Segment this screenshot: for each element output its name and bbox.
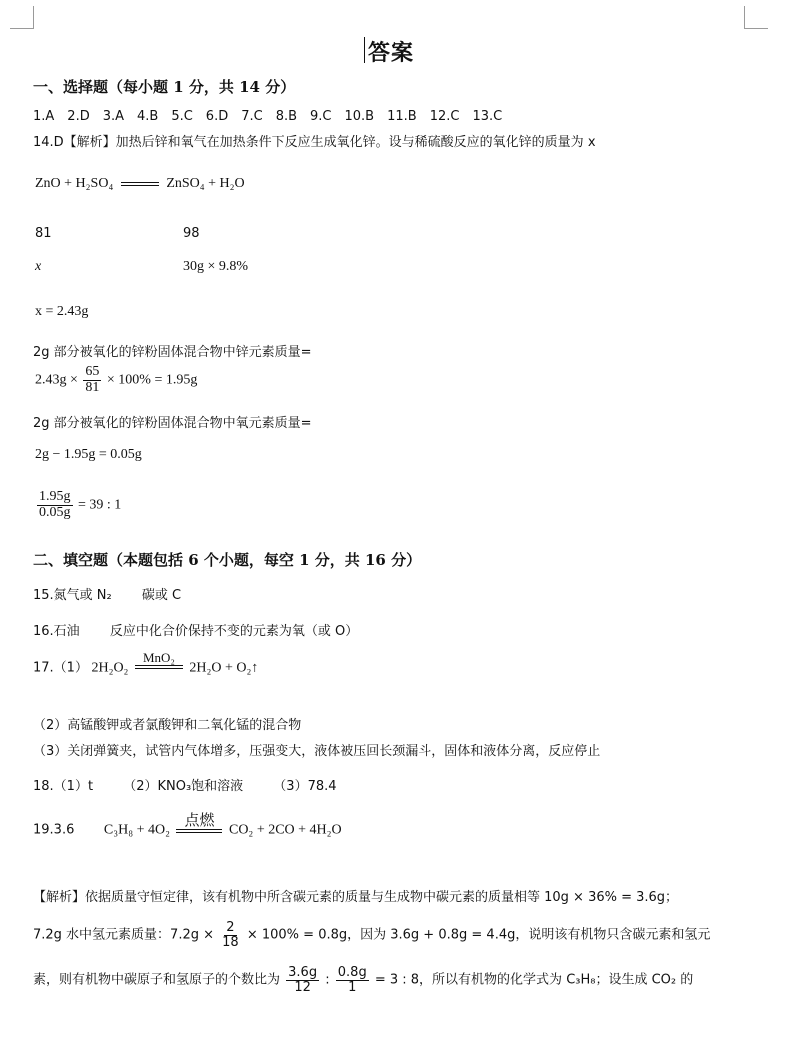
q17-catalyst: MnO₂	[142, 650, 175, 665]
h2-frac-num: 0.8g	[337, 965, 367, 980]
h-frac-den: 18	[222, 934, 239, 950]
section1-heading: 一、选择题（每小题 1 分，共 14 分）	[33, 78, 296, 96]
mass-ratio	[35, 490, 121, 520]
section2-heading: 二、填空题（本题包括 6 个小题，每空 1 分，共 16 分）	[33, 551, 422, 569]
q16-b: 反应中化合价保持不变的元素为氧（或 O）	[109, 624, 359, 639]
q17-label: 17.（1）	[33, 660, 88, 676]
analysis-line2	[33, 921, 710, 949]
q19-condition	[176, 812, 222, 849]
q19-label: 19.3.6	[33, 822, 75, 838]
q14-intro: 14.D【解析】加热后锌和氧气在加热条件下反应生成氧化锌。设与稀硫酸反应的氧化锌的质量为 x	[33, 135, 596, 150]
analysis2-post: × 100% = 0.8g，因为 3.6g + 0.8g = 4.4g，说明该有机物只含碳元素和氢元	[246, 927, 711, 943]
eq-left: ZnO + H₂SO₄	[35, 176, 114, 191]
analysis2-pre: 7.2g 水中氢元素质量：7.2g ×	[33, 927, 215, 943]
q17-right: 2H₂O + O₂↑	[189, 660, 259, 676]
q17-part2: （2）高锰酸钾或者氯酸钾和二氧化锰的混合物	[33, 718, 302, 733]
q15-a: 15.氮气或 N₂	[33, 588, 112, 603]
result-x: x = 2.43g	[35, 304, 89, 319]
h-frac-num: 2	[226, 920, 235, 935]
q19-right: CO₂ + 2CO + 4H₂O	[228, 822, 342, 838]
h-ratio-fraction	[336, 966, 369, 994]
zn-frac-den: 81	[85, 379, 100, 395]
ratio-colon: :	[325, 972, 330, 988]
eq-right: ZnSO₄ + H₂O	[166, 176, 245, 191]
mass-zno: 81	[35, 226, 52, 241]
h2-frac-den: 1	[348, 979, 357, 995]
zn-calc-post: × 100% = 1.95g	[106, 372, 198, 388]
q17-left: 2H₂O₂	[91, 660, 129, 676]
q17-part3: （3）关闭弹簧夹，试管内气体增多，压强变大，液体被压回长颈漏斗，固体和液体分离，反应停止	[33, 744, 601, 759]
ratio-fraction	[37, 490, 73, 520]
zno-equation	[35, 176, 245, 192]
analysis-line3	[33, 966, 693, 994]
o-mass-text: 2g 部分被氧化的锌粉固体混合物中氧元素质量=	[33, 416, 312, 431]
q18-part3: （3）78.4	[273, 779, 337, 794]
q19-ignite: 点燃	[184, 811, 215, 829]
var-x: x	[35, 259, 42, 274]
analysis3-pre: 素，则有机物中碳原子和氢原子的个数比为	[33, 972, 281, 988]
analysis3-post: = 3 : 8，所以有机物的化学式为 C₃H₈；设生成 CO₂ 的	[374, 972, 694, 988]
given-mass: 30g × 9.8%	[183, 259, 249, 274]
crop-mark-top-left-v	[33, 6, 34, 28]
zn-mass-text: 2g 部分被氧化的锌粉固体混合物中锌元素质量=	[33, 345, 312, 360]
zn-fraction	[83, 365, 101, 395]
zn-mass-calc	[35, 365, 197, 395]
q15-b: 碳或 C	[141, 588, 182, 603]
ratio-result: = 39 : 1	[78, 497, 122, 513]
ratio-num: 1.95g	[39, 489, 71, 504]
q16	[33, 620, 358, 639]
h-fraction	[220, 921, 241, 949]
analysis-line1: 【解析】依据质量守恒定律，该有机物中所含碳元素的质量与生成物中碳元素的质量相等 10g × 36% = 3.6g；	[33, 890, 679, 905]
q19-equation	[33, 812, 342, 849]
zn-frac-num: 65	[85, 364, 100, 379]
text-cursor	[364, 37, 365, 63]
q18-part2: （2）KNO₃饱和溶液	[123, 779, 244, 794]
q18-part1: 18.（1）t	[33, 779, 94, 794]
o-mass-calc: 2g − 1.95g = 0.05g	[35, 447, 142, 462]
crop-mark-top-left-h	[10, 28, 34, 29]
q18	[33, 775, 337, 794]
choice-answers: 1.A 2.D 3.A 4.B 5.C 6.D 7.C 8.B 9.C 10.B 11.B 12.C 13.C	[33, 109, 503, 124]
equals-sign	[121, 182, 159, 186]
zn-calc-pre: 2.43g ×	[35, 372, 78, 388]
q17-condition	[135, 651, 183, 685]
q16-a: 16.石油	[33, 624, 80, 639]
crop-mark-top-right-h	[744, 28, 768, 29]
page-title: 答案	[368, 40, 415, 66]
c-ratio-fraction	[286, 966, 319, 994]
q19-left: C₃H₈ + 4O₂	[103, 822, 170, 838]
ratio-den: 0.05g	[39, 504, 71, 520]
q15	[33, 584, 181, 603]
crop-mark-top-right-v	[744, 6, 745, 28]
c-frac-num: 3.6g	[288, 965, 318, 980]
c-frac-den: 12	[294, 979, 311, 995]
q17-equation	[33, 651, 258, 685]
mass-h2so4: 98	[183, 226, 200, 241]
